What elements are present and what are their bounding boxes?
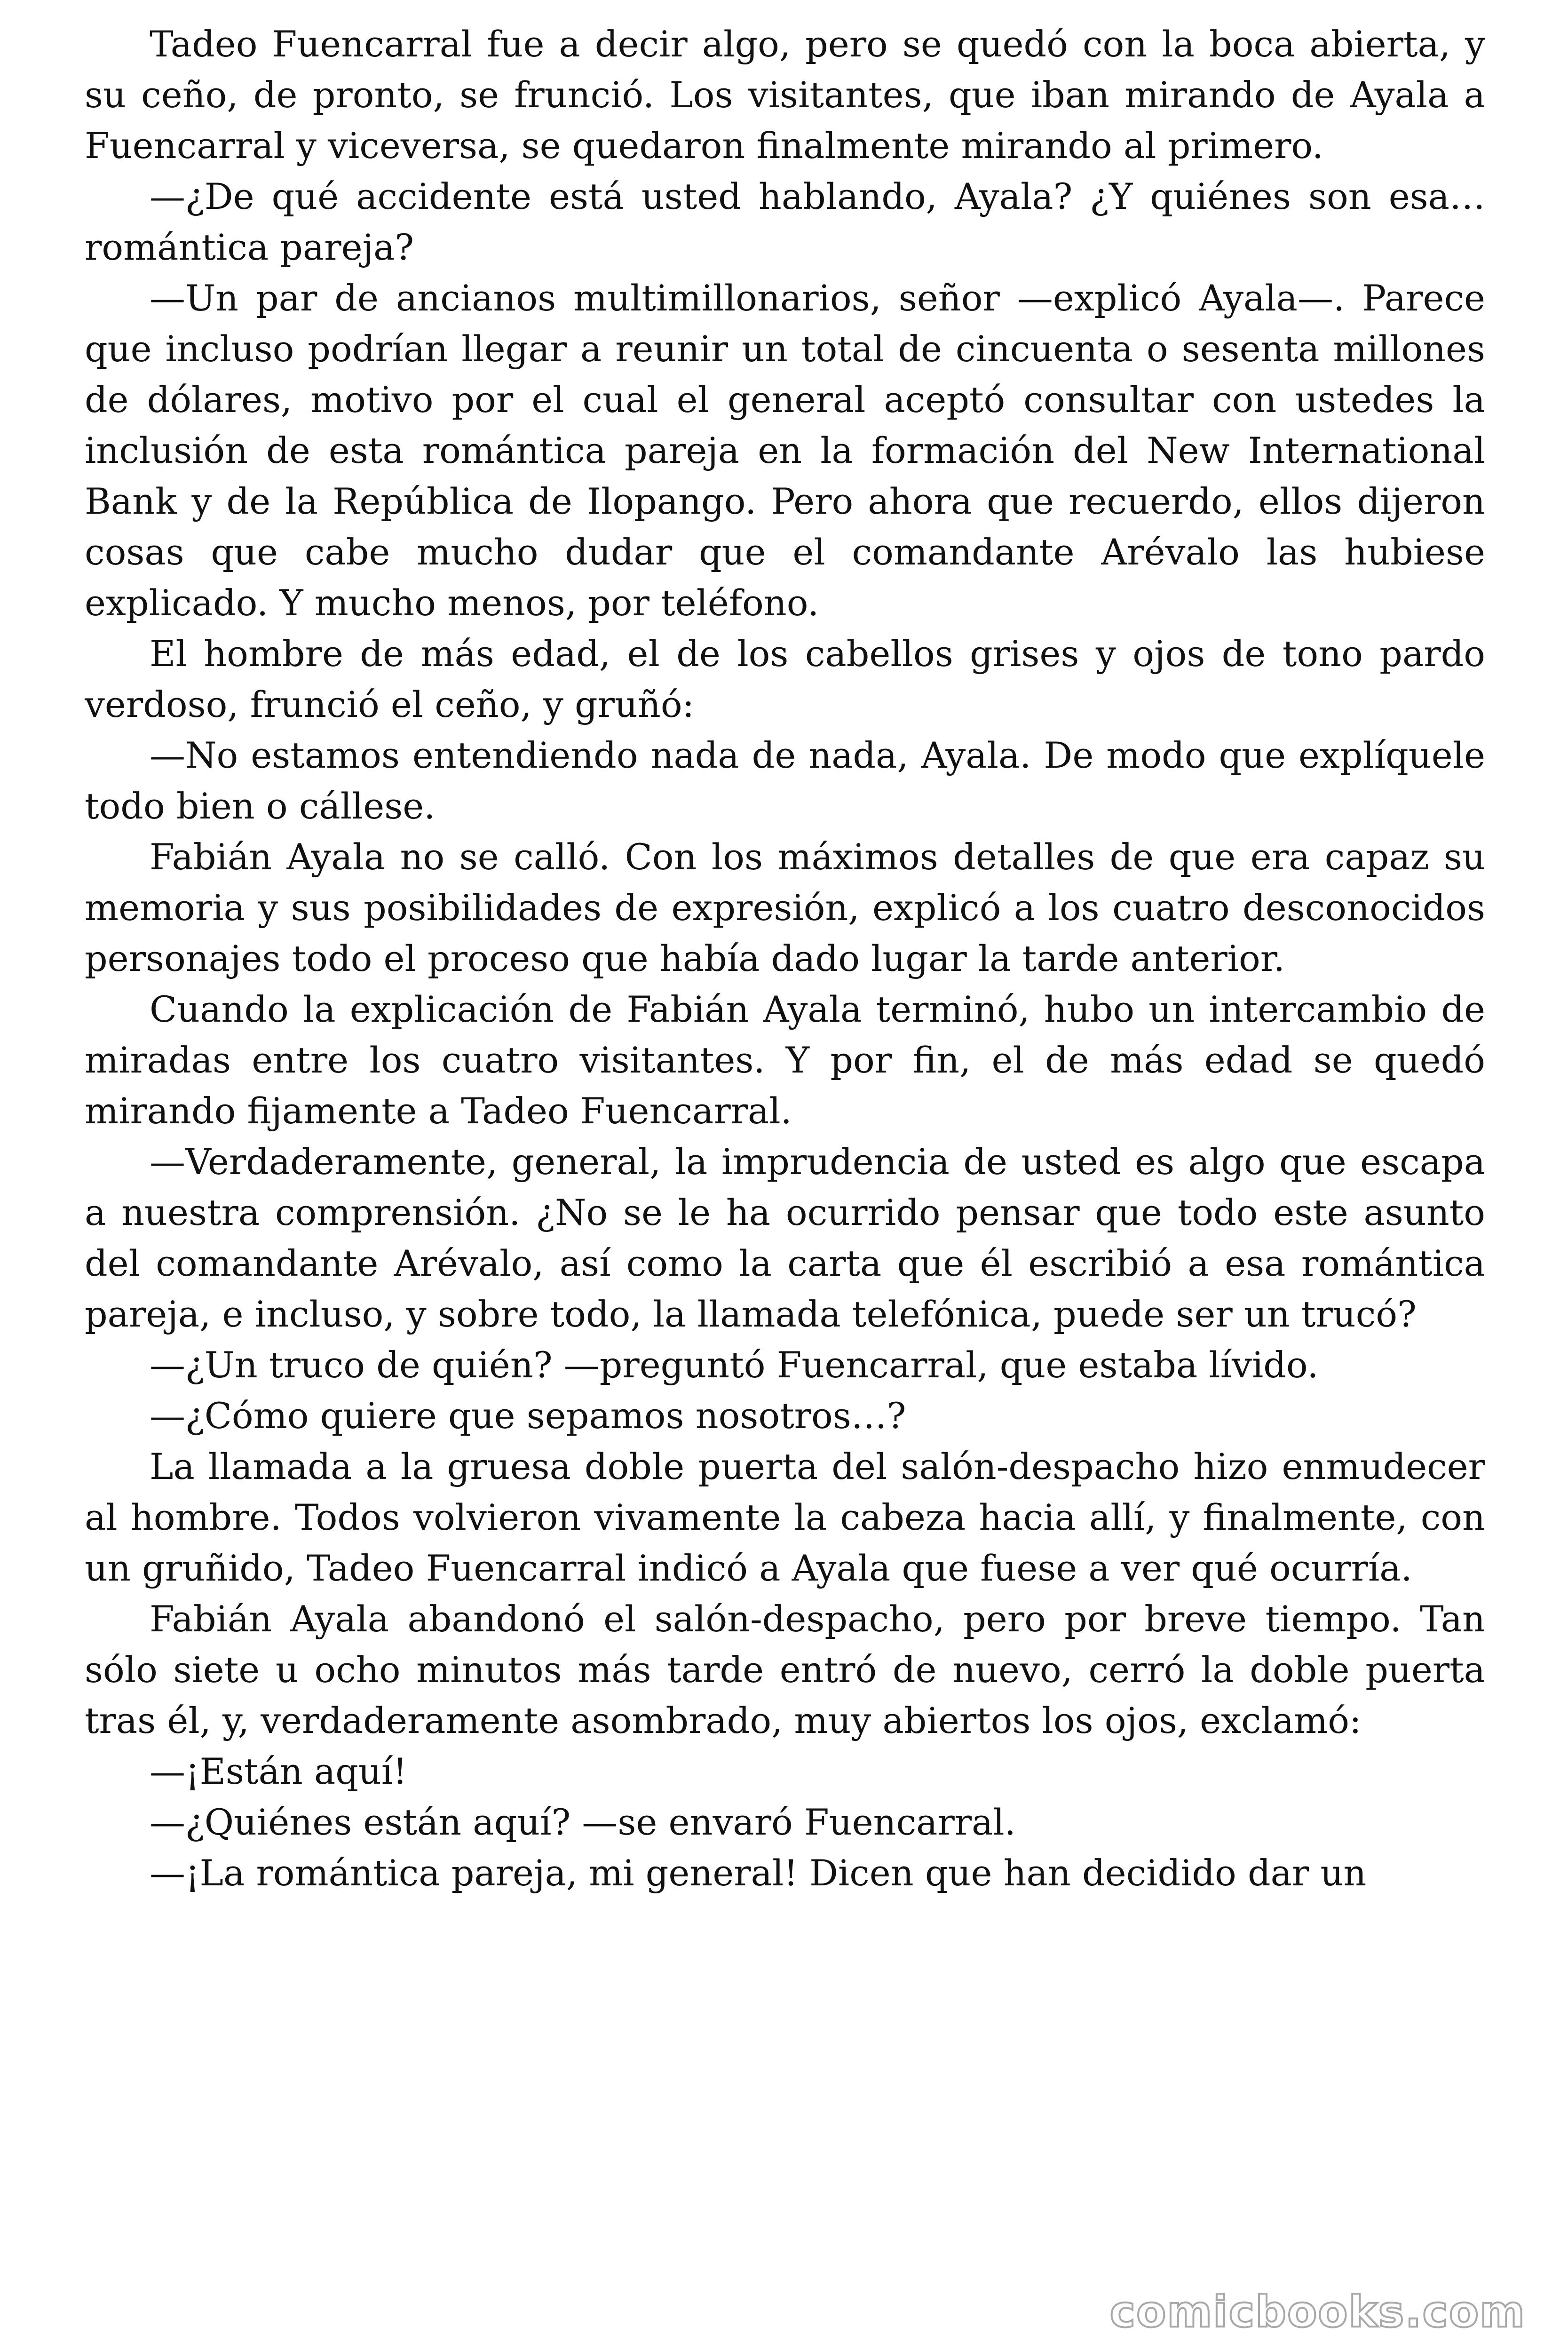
paragraph: El hombre de más edad, el de los cabellos grises y ojos de tono pardo verdoso, frunció el ceño, y gruñó: [85, 633, 1485, 725]
paragraph: La llamada a la gruesa doble puerta del salón-despacho hizo enmudecer al hombre. Todos volvieron vivamente la cabeza hacia allí, y finalmente, con un gruñido, Tadeo Fuencarral indicó a Ayala que fuese a ver qué ocurría. [85, 1446, 1485, 1589]
paragraph: —¿Cómo quiere que sepamos nosotros…? [150, 1395, 906, 1437]
document-page [85, 19, 1485, 2343]
paragraph: —No estamos entendiendo nada de nada, Ayala. De modo que explíquele todo bien o cállese. [85, 734, 1485, 827]
paragraph: Cuando la explicación de Fabián Ayala terminó, hubo un intercambio de miradas entre los cuatro visitantes. Y por fin, el de más edad se quedó mirando fijamente a Tadeo Fuencarral. [85, 988, 1485, 1132]
paragraph: —¡Están aquí! [150, 1750, 407, 1792]
watermark-logo: comicbooks.com [1109, 2287, 1526, 2337]
paragraph: Tadeo Fuencarral fue a decir algo, pero se quedó con la boca abierta, y su ceño, de pronto, se frunció. Los visitantes, que iban mirando de Ayala a Fuencarral y viceversa, se quedaron finalmente mirando al primero. [85, 23, 1485, 167]
paragraph: Fabián Ayala no se calló. Con los máximos detalles de que era capaz su memoria y sus posibilidades de expresión, explicó a los cuatro desconocidos personajes todo el proceso que había dado lugar la tarde anterior. [85, 836, 1485, 979]
paragraph: —¡La romántica pareja, mi general! Dicen que han decidido dar un [150, 1852, 1367, 1894]
paragraph: Fabián Ayala abandonó el salón-despacho, pero por breve tiempo. Tan sólo siete u ocho minutos más tarde entró de nuevo, cerró la doble puerta tras él, y, verdaderamente asombrado, muy abiertos los ojos, exclamó: [85, 1598, 1485, 1741]
paragraph: —¿Un truco de quién? —preguntó Fuencarral, que estaba lívido. [150, 1344, 1319, 1386]
paragraph: —Verdaderamente, general, la imprudencia de usted es algo que escapa a nuestra comprensión. ¿No se le ha ocurrido pensar que todo este asunto del comandante Arévalo, así como la carta que él escribió a esa romántica pareja, e incluso, y sobre todo, la llamada telefónica, puede ser un trucó? [85, 1141, 1485, 1335]
paragraph: —¿Quiénes están aquí? —se envaró Fuencarral. [150, 1801, 1016, 1843]
paragraph: —¿De qué accidente está usted hablando, Ayala? ¿Y quiénes son esa… romántica pareja? [85, 175, 1485, 268]
paragraph: —Un par de ancianos multimillonarios, señor —explicó Ayala—. Parece que incluso podrían llegar a reunir un total de cincuenta o sesenta millones de dólares, motivo por el cual el general aceptó consultar con ustedes la inclusión de esta romántica pareja en la formación del New International Bank y de la República de Ilopango. Pero ahora que recuerdo, ellos dijeron cosas que cabe mucho dudar que el comandante Arévalo las hubiese explicado. Y mucho menos, por teléfono. [85, 277, 1485, 624]
